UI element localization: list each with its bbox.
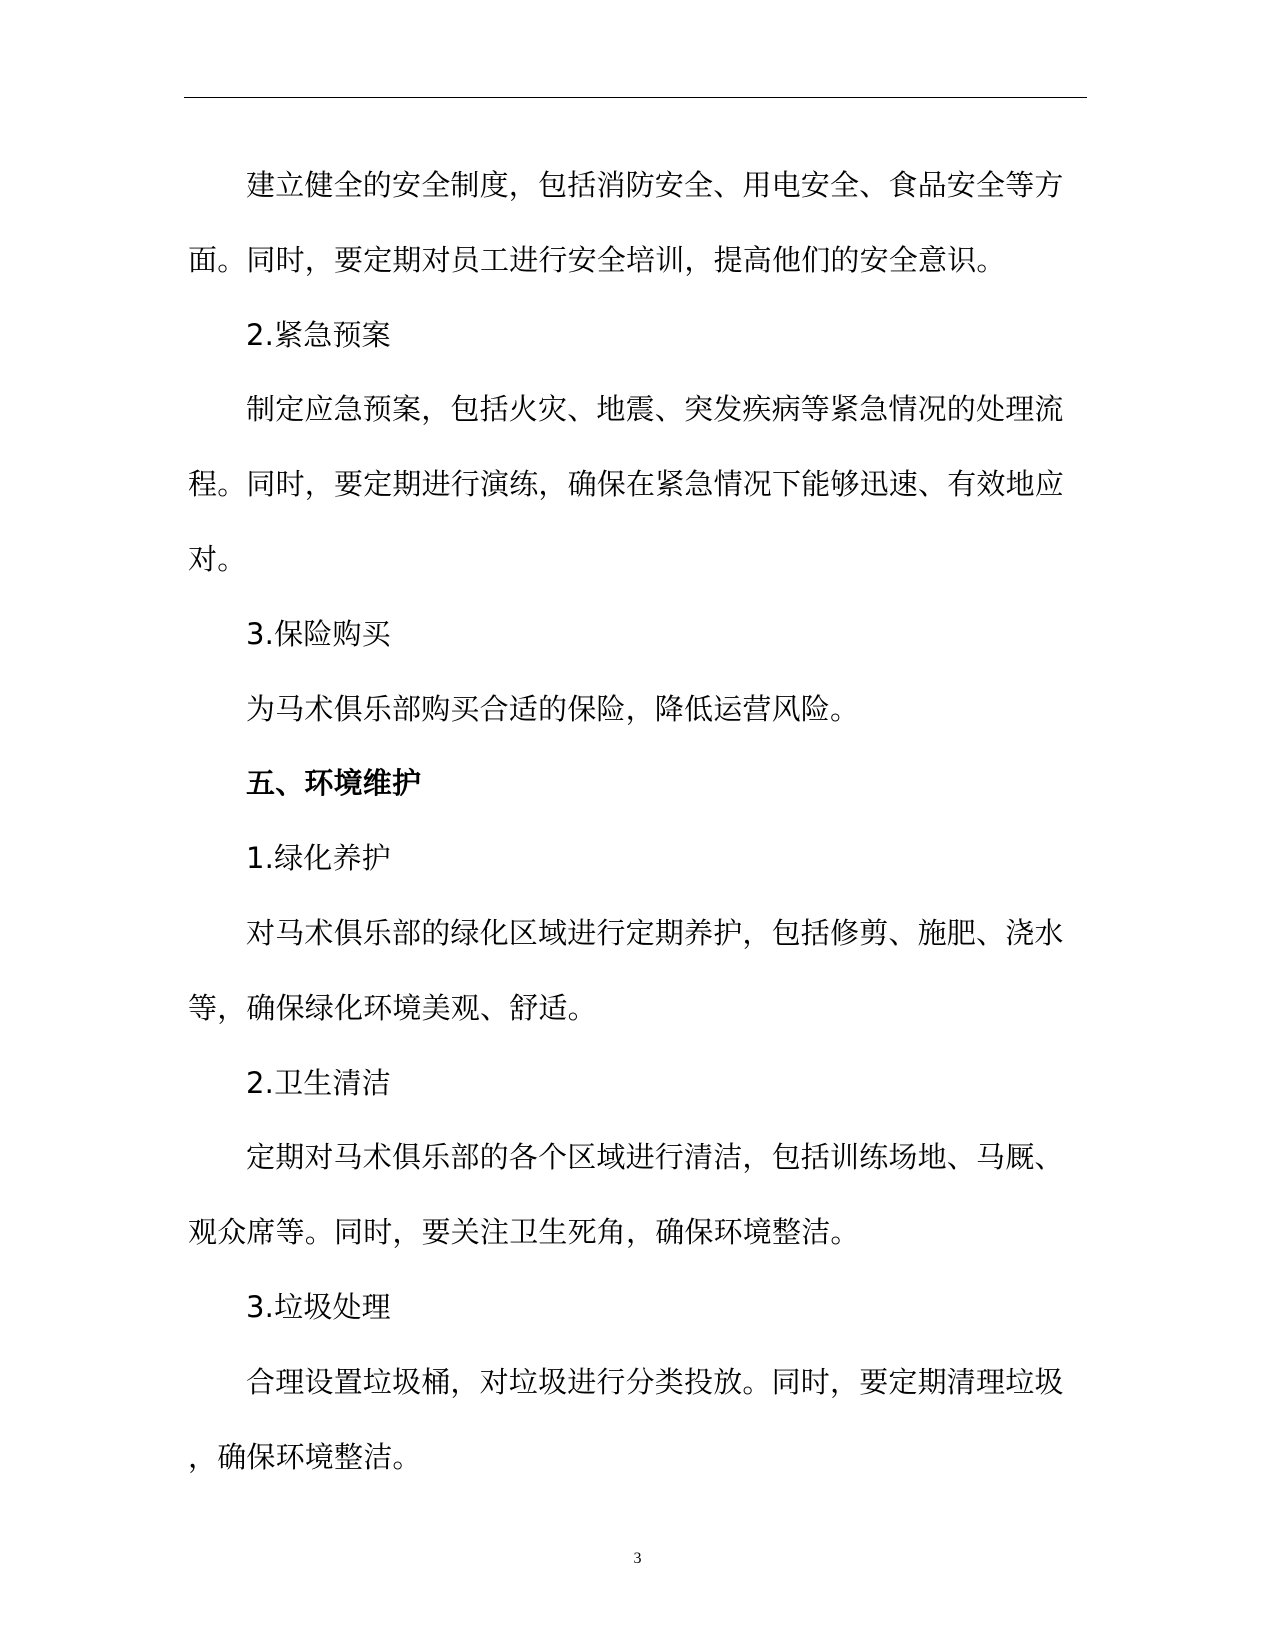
paragraph-line: 观众席等。同时，要关注卫生死角，确保环境整洁。 xyxy=(188,1215,860,1250)
subheading: 3.保险购买 xyxy=(246,616,391,651)
paragraph-line: 制定应急预案，包括火灾、地震、突发疾病等紧急情况的处理流 xyxy=(246,392,1064,427)
section-heading: 五、环境维护 xyxy=(246,766,422,801)
subheading: 1.绿化养护 xyxy=(246,841,391,876)
paragraph-line: ，确保环境整洁。 xyxy=(188,1439,422,1474)
document-body xyxy=(188,148,1073,1494)
paragraph-line: 合理设置垃圾桶，对垃圾进行分类投放。同时，要定期清理垃圾 xyxy=(246,1364,1064,1399)
paragraph-line: 对。 xyxy=(188,541,247,576)
header-rule xyxy=(184,97,1087,98)
subheading: 2.卫生清洁 xyxy=(246,1065,391,1100)
paragraph-line: 等，确保绿化环境美观、舒适。 xyxy=(188,990,597,1025)
paragraph-line: 对马术俱乐部的绿化区域进行定期养护，包括修剪、施肥、浇水 xyxy=(246,915,1064,950)
subheading: 3.垃圾处理 xyxy=(246,1289,391,1324)
subheading: 2.紧急预案 xyxy=(246,317,391,352)
paragraph-line: 面。同时，要定期对员工进行安全培训，提高他们的安全意识。 xyxy=(188,242,1006,277)
paragraph-line: 定期对马术俱乐部的各个区域进行清洁，包括训练场地、马厩、 xyxy=(246,1140,1064,1175)
page-number: 3 xyxy=(633,1550,642,1567)
paragraph-line: 程。同时，要定期进行演练，确保在紧急情况下能够迅速、有效地应 xyxy=(188,467,1065,502)
paragraph-line: 为马术俱乐部购买合适的保险，降低运营风险。 xyxy=(246,691,860,726)
paragraph-line: 建立健全的安全制度，包括消防安全、用电安全、食品安全等方 xyxy=(246,168,1064,202)
